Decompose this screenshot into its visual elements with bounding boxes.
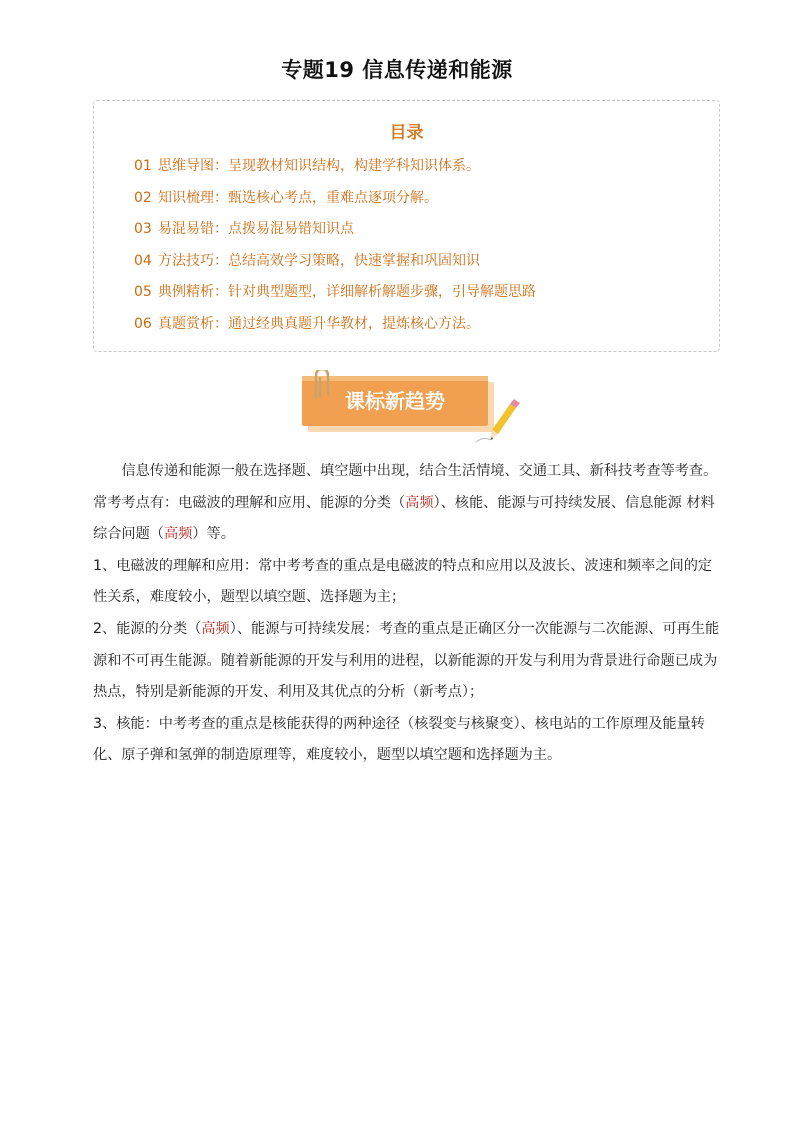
toc-item-text: 知识梳理：甄选核心考点，重难点逐项分解。 [158,189,438,206]
banner-label: 课标新趋势 [345,389,445,413]
main-content [93,456,723,772]
toc-item[interactable] [134,250,536,282]
intro-paragraph: 信息传递和能源一般在选择题、填空题中出现，结合生活情境、交通工具、新科技考查等考查。 [121,463,718,479]
toc-list [134,155,536,345]
toc-item-number: 06 [134,315,152,332]
toc-item[interactable] [134,187,536,219]
point-3-paragraph: 3、核能：中考考查的重点是核能获得的两种途径（核裂变与核聚变）、核电站的工作原理及能量转化、原子弹和氢弹的制造原理等，难度较小，题型以填空题和选择题为主。 [93,715,705,764]
point-2-paragraph [93,614,723,709]
point-1-paragraph: 1、电磁波的理解和应用：常中考考查的重点是电磁波的特点和应用以及波长、波速和频率之间的定性关系，难度较小，题型以填空题、选择题为主； [93,557,713,606]
page-title: 专题19 信息传递和能源 [281,58,513,82]
toc-item-text: 典例精析：针对典型题型，详细解析解题步骤，引导解题思路 [158,284,536,301]
section-banner [300,370,522,448]
point-2-text: ）、能源与可持续发展：考查的重点是正确区分一次能源与二次能源、可再生能源和不可再生能源。随着新能源的开发与利用的进程，以新能源的开发与利用为背景进行命题已成为热点，特别是新能源的开发、利用及其优点的分析（新考点）； [93,620,720,701]
toc-item-number: 02 [134,189,152,206]
toc-item[interactable] [134,313,536,345]
high-frequency-tag: 高频 [405,494,434,511]
toc-item[interactable] [134,281,536,313]
high-frequency-tag: 高频 [201,620,230,637]
toc-item-text: 思维导图：呈现教材知识结构，构建学科知识体系。 [158,158,480,174]
toc-item-number: 05 [134,284,152,301]
toc-item-number: 03 [134,221,152,238]
common-points-text: 常考考点有：电磁波的理解和应用、能源的分类（ [93,494,406,511]
toc-heading: 目录 [389,123,424,143]
common-points-text: ）等。 [192,526,235,543]
table-of-contents [93,100,720,352]
toc-item-number: 04 [134,252,152,269]
common-points-paragraph [93,488,723,551]
point-2-text: 2、能源的分类（ [93,620,202,637]
toc-item[interactable] [134,155,536,187]
toc-item-text: 易混易错：点拨易混易错知识点 [158,221,354,238]
toc-item-number: 01 [134,158,152,174]
common-points-text: ）、核能、能源与可持续发展、信息能源 材料综合问题（ [93,494,715,543]
toc-item-text: 真题赏析：通过经典真题升华教材，提炼核心方法。 [158,315,480,332]
toc-item-text: 方法技巧：总结高效学习策略，快速掌握和巩固知识 [158,252,480,269]
toc-item[interactable] [134,218,536,250]
high-frequency-tag: 高频 [163,526,193,543]
